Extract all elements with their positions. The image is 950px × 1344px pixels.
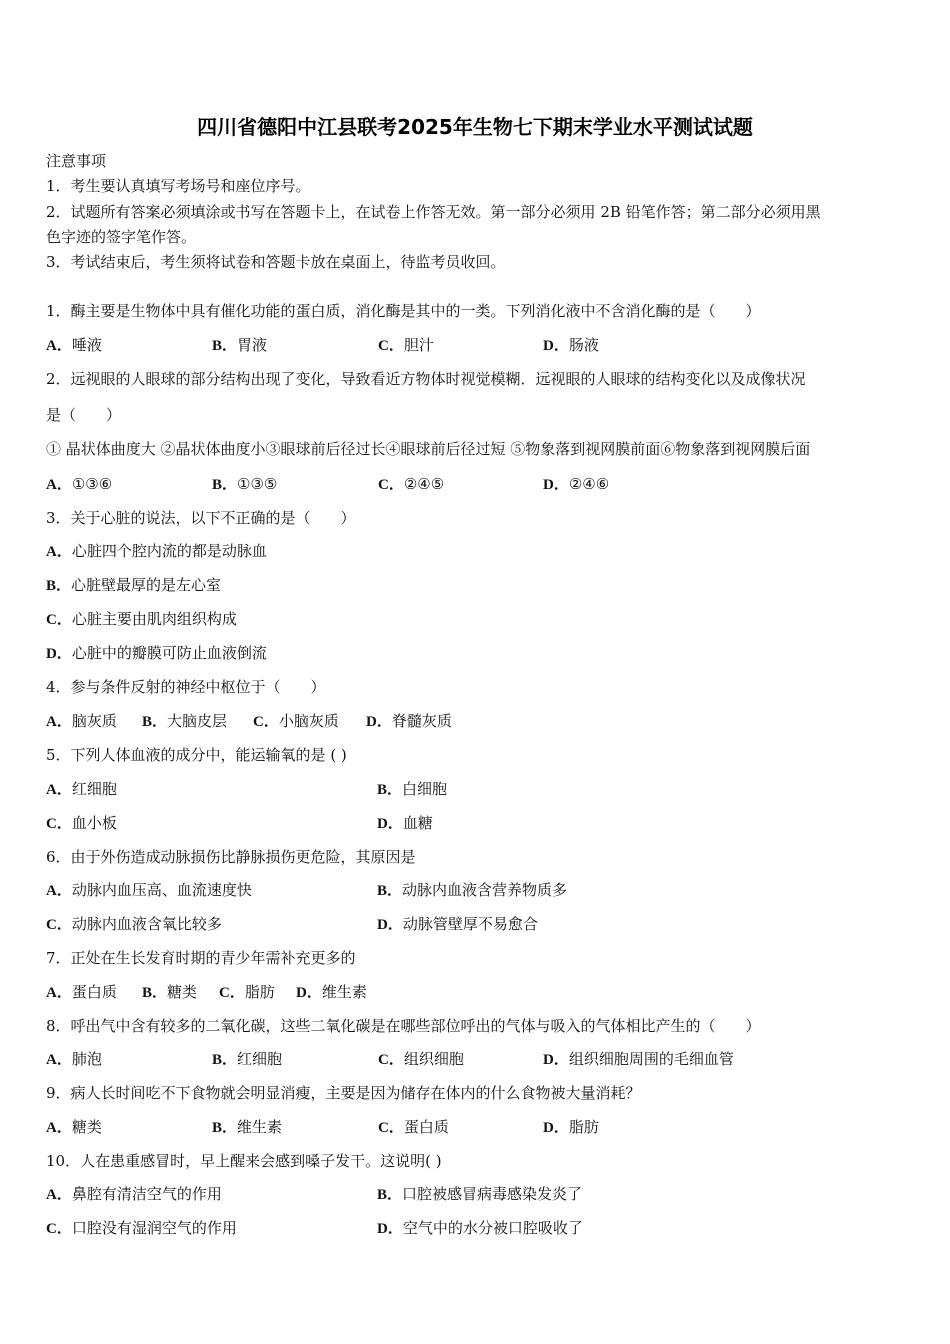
question-1-option-d bbox=[543, 335, 599, 356]
question-4-option-a bbox=[46, 711, 117, 732]
option-text: 心脏主要由肌肉组织构成 bbox=[71, 610, 237, 628]
option-label: B． bbox=[142, 714, 168, 730]
option-text: 心脏壁最厚的是左心室 bbox=[71, 576, 222, 594]
option-label: A． bbox=[46, 985, 72, 1001]
question-6-option-c bbox=[46, 914, 222, 935]
option-text: 血糖 bbox=[402, 814, 433, 832]
question-2-stem-cont: 是（ ） bbox=[46, 406, 122, 424]
option-label: D． bbox=[377, 816, 403, 832]
option-label: C． bbox=[378, 477, 404, 493]
question-2-statements: ① 晶状体曲度大 ②晶状体曲度小③眼球前后径过长④眼球前后径过短 ⑤物象落到视网膜前面⑥物象落到视网膜后面 bbox=[46, 440, 811, 458]
notice-item-1: 1．考生要认真填写考场号和座位序号。 bbox=[46, 177, 311, 195]
option-label: D． bbox=[543, 338, 569, 354]
option-text: 血小板 bbox=[71, 814, 117, 832]
option-label: A． bbox=[46, 714, 72, 730]
question-10-stem: 10．人在患重感冒时，早上醒来会感到嗓子发干。这说明( ) bbox=[46, 1152, 442, 1170]
question-5-option-c bbox=[46, 813, 117, 834]
option-label: B． bbox=[212, 1052, 238, 1068]
option-label: A． bbox=[46, 477, 72, 493]
option-label: B． bbox=[212, 477, 238, 493]
question-8-stem: 8．呼出气中含有较多的二氧化碳，这些二氧化碳是在哪些部位呼出的气体与吸入的气体相比产生的（ ） bbox=[46, 1017, 761, 1035]
option-label: D． bbox=[377, 1221, 403, 1237]
option-text: 动脉内血液含营养物质多 bbox=[402, 881, 568, 899]
question-1-stem: 1．酶主要是生物体中具有催化功能的蛋白质，消化酶是其中的一类。下列消化液中不含消化酶的是（ ） bbox=[46, 302, 761, 320]
option-label: B． bbox=[142, 985, 168, 1001]
question-10-option-c bbox=[46, 1218, 237, 1239]
question-6-stem: 6．由于外伤造成动脉损伤比静脉损伤更危险，其原因是 bbox=[46, 848, 416, 866]
question-4-stem: 4．参与条件反射的神经中枢位于（ ） bbox=[46, 678, 326, 696]
option-label: B． bbox=[212, 1120, 238, 1136]
option-text: 白细胞 bbox=[402, 780, 448, 798]
question-3-option-c bbox=[46, 609, 237, 630]
question-4-option-b bbox=[142, 711, 227, 732]
option-label: C． bbox=[46, 612, 72, 628]
option-text: 胆汁 bbox=[403, 336, 434, 354]
option-label: B． bbox=[377, 883, 403, 899]
option-text: 空气中的水分被口腔吸收了 bbox=[402, 1219, 583, 1237]
option-label: C． bbox=[378, 1120, 404, 1136]
option-label: A． bbox=[46, 1052, 72, 1068]
option-label: A． bbox=[46, 1187, 72, 1203]
option-text: 肠液 bbox=[568, 336, 599, 354]
question-9-stem: 9．病人长时间吃不下食物就会明显消瘦，主要是因为储存在体内的什么食物被大量消耗？ bbox=[46, 1084, 641, 1102]
question-5-stem: 5．下列人体血液的成分中，能运输氧的是 ( ) bbox=[46, 746, 347, 764]
option-text: 脊髓灰质 bbox=[391, 712, 452, 730]
page-title: 四川省德阳中江县联考2025年生物七下期末学业水平测试试题 bbox=[197, 115, 753, 139]
option-text: 胃液 bbox=[237, 336, 268, 354]
option-text: 唾液 bbox=[71, 336, 102, 354]
question-7-option-a bbox=[46, 982, 117, 1003]
question-4-option-c bbox=[253, 711, 339, 732]
option-text: ②④⑥ bbox=[568, 475, 610, 493]
option-label: C． bbox=[378, 1052, 404, 1068]
option-text: 脑灰质 bbox=[71, 712, 117, 730]
option-label: B． bbox=[46, 578, 72, 594]
option-text: 肺泡 bbox=[71, 1050, 102, 1068]
option-text: 组织细胞周围的毛细血管 bbox=[568, 1050, 734, 1068]
question-6-option-b bbox=[377, 880, 567, 901]
question-6-option-d bbox=[377, 914, 538, 935]
question-3-stem: 3．关于心脏的说法，以下不正确的是（ ） bbox=[46, 509, 356, 527]
question-2-stem: 2．远视眼的人眼球的部分结构出现了变化，导致看近方物体时视觉模糊．远视眼的人眼球的结构变化以及成像状况 bbox=[46, 370, 806, 388]
question-9-option-c bbox=[378, 1117, 449, 1138]
option-text: 动脉内血液含氧比较多 bbox=[71, 915, 222, 933]
option-text: 小脑灰质 bbox=[278, 712, 339, 730]
option-text: 蛋白质 bbox=[403, 1118, 449, 1136]
option-text: 心脏四个腔内流的都是动脉血 bbox=[71, 542, 267, 560]
option-label: D． bbox=[366, 714, 392, 730]
option-label: C． bbox=[219, 985, 245, 1001]
question-8-option-d bbox=[543, 1049, 734, 1070]
option-label: C． bbox=[46, 1221, 72, 1237]
option-text: 糖类 bbox=[71, 1118, 102, 1136]
option-label: B． bbox=[377, 782, 403, 798]
option-label: B． bbox=[212, 338, 238, 354]
question-4-option-d bbox=[366, 711, 452, 732]
question-10-option-d bbox=[377, 1218, 583, 1239]
question-9-option-d bbox=[543, 1117, 599, 1138]
question-7-option-b bbox=[142, 982, 197, 1003]
option-text: 心脏中的瓣膜可防止血液倒流 bbox=[71, 644, 267, 662]
option-text: 蛋白质 bbox=[71, 983, 117, 1001]
question-3-option-b bbox=[46, 575, 221, 596]
question-2-option-a bbox=[46, 474, 112, 495]
option-text: 组织细胞 bbox=[403, 1050, 464, 1068]
option-label: A． bbox=[46, 544, 72, 560]
question-6-option-a bbox=[46, 880, 252, 901]
option-label: D． bbox=[543, 1052, 569, 1068]
option-text: 口腔没有湿润空气的作用 bbox=[71, 1219, 237, 1237]
question-7-option-c bbox=[219, 982, 275, 1003]
option-label: A． bbox=[46, 883, 72, 899]
option-text: ②④⑤ bbox=[403, 475, 445, 493]
question-1-option-c bbox=[378, 335, 434, 356]
question-8-option-c bbox=[378, 1049, 464, 1070]
notice-item-3: 3．考试结束后，考生须将试卷和答题卡放在桌面上，待监考员收回。 bbox=[46, 253, 506, 271]
question-9-option-a bbox=[46, 1117, 102, 1138]
question-1-option-a bbox=[46, 335, 102, 356]
notice-item-2-cont: 色字迹的签字笔作答。 bbox=[46, 228, 197, 246]
option-label: B． bbox=[377, 1187, 403, 1203]
option-text: 动脉内血压高、血流速度快 bbox=[71, 881, 252, 899]
option-label: C． bbox=[46, 917, 72, 933]
option-label: A． bbox=[46, 782, 72, 798]
question-9-option-b bbox=[212, 1117, 282, 1138]
question-7-option-d bbox=[296, 982, 367, 1003]
option-text: 维生素 bbox=[321, 983, 367, 1001]
question-3-option-d bbox=[46, 643, 267, 664]
question-5-option-d bbox=[377, 813, 433, 834]
question-2-option-c bbox=[378, 474, 444, 495]
question-5-option-b bbox=[377, 779, 447, 800]
question-5-option-a bbox=[46, 779, 117, 800]
notice-item-2: 2．试题所有答案必须填涂或书写在答题卡上，在试卷上作答无效。第一部分必须用 2B 铅笔作答；第二部分必须用黑 bbox=[46, 203, 821, 221]
option-label: A． bbox=[46, 1120, 72, 1136]
option-text: 动脉管壁厚不易愈合 bbox=[402, 915, 538, 933]
question-10-option-b bbox=[377, 1184, 582, 1205]
option-label: D． bbox=[46, 646, 72, 662]
option-label: C． bbox=[378, 338, 404, 354]
option-label: D． bbox=[543, 477, 569, 493]
option-label: C． bbox=[253, 714, 279, 730]
option-text: 维生素 bbox=[237, 1118, 283, 1136]
question-7-stem: 7．正处在生长发育时期的青少年需补充更多的 bbox=[46, 949, 356, 967]
option-text: 红细胞 bbox=[237, 1050, 283, 1068]
question-8-option-a bbox=[46, 1049, 102, 1070]
option-text: 大脑皮层 bbox=[167, 712, 228, 730]
notice-heading: 注意事项 bbox=[46, 152, 107, 170]
question-8-option-b bbox=[212, 1049, 282, 1070]
option-label: D． bbox=[296, 985, 322, 1001]
option-text: 鼻腔有清洁空气的作用 bbox=[71, 1185, 222, 1203]
option-text: 糖类 bbox=[167, 983, 198, 1001]
question-1-option-b bbox=[212, 335, 267, 356]
option-text: ①③⑤ bbox=[237, 475, 278, 493]
option-text: 口腔被感冒病毒感染发炎了 bbox=[402, 1185, 583, 1203]
option-label: C． bbox=[46, 816, 72, 832]
option-text: 脂肪 bbox=[244, 983, 275, 1001]
option-label: D． bbox=[377, 917, 403, 933]
question-10-option-a bbox=[46, 1184, 222, 1205]
question-2-option-d bbox=[543, 474, 609, 495]
option-text: 红细胞 bbox=[71, 780, 117, 798]
option-text: 脂肪 bbox=[568, 1118, 599, 1136]
question-3-option-a bbox=[46, 541, 267, 562]
option-label: A． bbox=[46, 338, 72, 354]
question-2-option-b bbox=[212, 474, 277, 495]
option-text: ①③⑥ bbox=[71, 475, 113, 493]
option-label: D． bbox=[543, 1120, 569, 1136]
